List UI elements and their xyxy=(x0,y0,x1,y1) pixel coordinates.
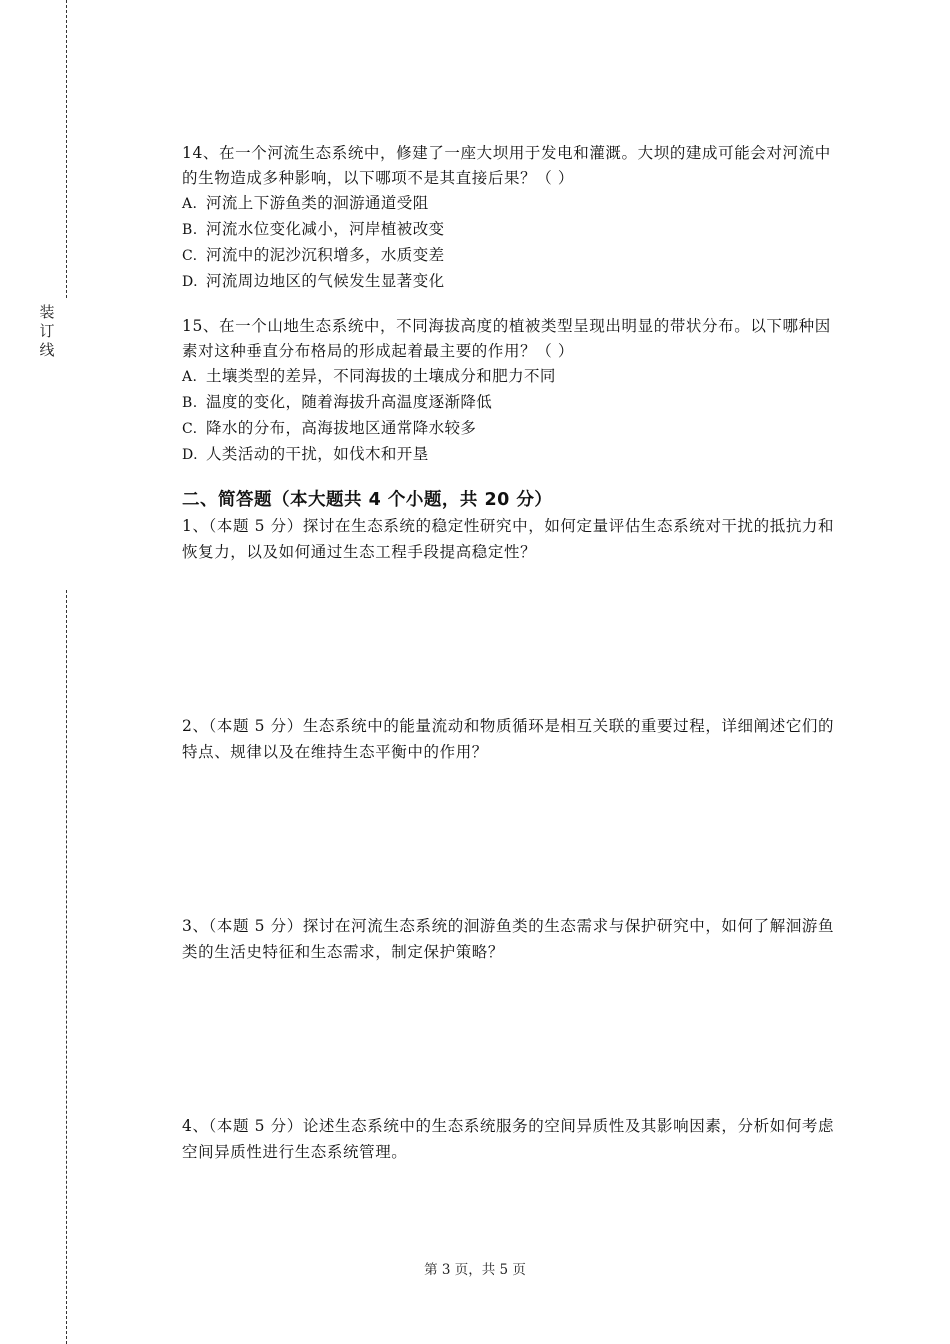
answer-space xyxy=(182,765,842,913)
option-letter: A. xyxy=(182,196,198,212)
binding-dashed-line-bottom xyxy=(66,590,67,1344)
answer-space xyxy=(182,565,842,713)
exam-content xyxy=(182,141,842,1165)
option-text: 人类活动的干扰，如伐木和开垦 xyxy=(206,445,429,463)
question-14 xyxy=(182,141,842,295)
option-b xyxy=(182,390,842,416)
binding-char: 装 xyxy=(39,303,55,321)
option-letter: D. xyxy=(182,447,198,463)
option-letter: A. xyxy=(182,369,198,385)
question-stem: 15、在一个山地生态系统中，不同海拔高度的植被类型呈现出明显的带状分布。以下哪种因素对这种垂直分布格局的形成起着最主要的作用？（ ） xyxy=(182,317,831,360)
option-text: 温度的变化，随着海拔升高温度逐渐降低 xyxy=(206,393,493,411)
section-title: 二、简答题（本大题共 4 个小题，共 20 分） xyxy=(182,490,553,510)
binding-char: 订 xyxy=(39,322,55,340)
short-answer-question-4: 4、（本题 5 分）论述生态系统中的生态系统服务的空间异质性及其影响因素，分析如何考虑空间异质性进行生态系统管理。 xyxy=(182,1117,835,1161)
option-letter: C. xyxy=(182,421,198,437)
question-stem: 14、在一个河流生态系统中，修建了一座大坝用于发电和灌溉。大坝的建成可能会对河流中的生物造成多种影响，以下哪项不是其直接后果？（ ） xyxy=(182,144,831,187)
option-text: 河流中的泥沙沉积增多，水质变差 xyxy=(206,246,445,264)
option-d xyxy=(182,269,842,295)
option-letter: B. xyxy=(182,395,198,411)
option-c xyxy=(182,416,842,442)
option-a xyxy=(182,364,842,390)
short-answer-question-1: 1、（本题 5 分）探讨在生态系统的稳定性研究中，如何定量评估生态系统对干扰的抵抗力和恢复力，以及如何通过生态工程手段提高稳定性？ xyxy=(182,517,835,561)
page-footer: 第 3 页，共 5 页 xyxy=(424,1262,526,1278)
option-c xyxy=(182,243,842,269)
question-15 xyxy=(182,314,842,468)
short-answer-question-3: 3、（本题 5 分）探讨在河流生态系统的洄游鱼类的生态需求与保护研究中，如何了解洄游鱼类的生活史特征和生态需求，制定保护策略？ xyxy=(182,917,835,961)
short-answer-question-2: 2、（本题 5 分）生态系统中的能量流动和物质循环是相互关联的重要过程，详细阐述它们的特点、规律以及在维持生态平衡中的作用？ xyxy=(182,717,835,761)
option-letter: D. xyxy=(182,274,198,290)
option-letter: B. xyxy=(182,222,198,238)
option-letter: C. xyxy=(182,248,198,264)
option-text: 河流水位变化减小，河岸植被改变 xyxy=(206,220,445,238)
option-text: 土壤类型的差异，不同海拔的土壤成分和肥力不同 xyxy=(206,367,556,385)
option-a xyxy=(182,191,842,217)
binding-dashed-line-top xyxy=(66,0,67,298)
binding-line-label xyxy=(37,303,57,360)
option-b xyxy=(182,217,842,243)
binding-char: 线 xyxy=(39,341,55,359)
option-text: 河流周边地区的气候发生显著变化 xyxy=(206,272,445,290)
option-d xyxy=(182,442,842,468)
answer-space xyxy=(182,965,842,1113)
option-text: 河流上下游鱼类的洄游通道受阻 xyxy=(206,194,429,212)
option-text: 降水的分布，高海拔地区通常降水较多 xyxy=(206,419,477,437)
